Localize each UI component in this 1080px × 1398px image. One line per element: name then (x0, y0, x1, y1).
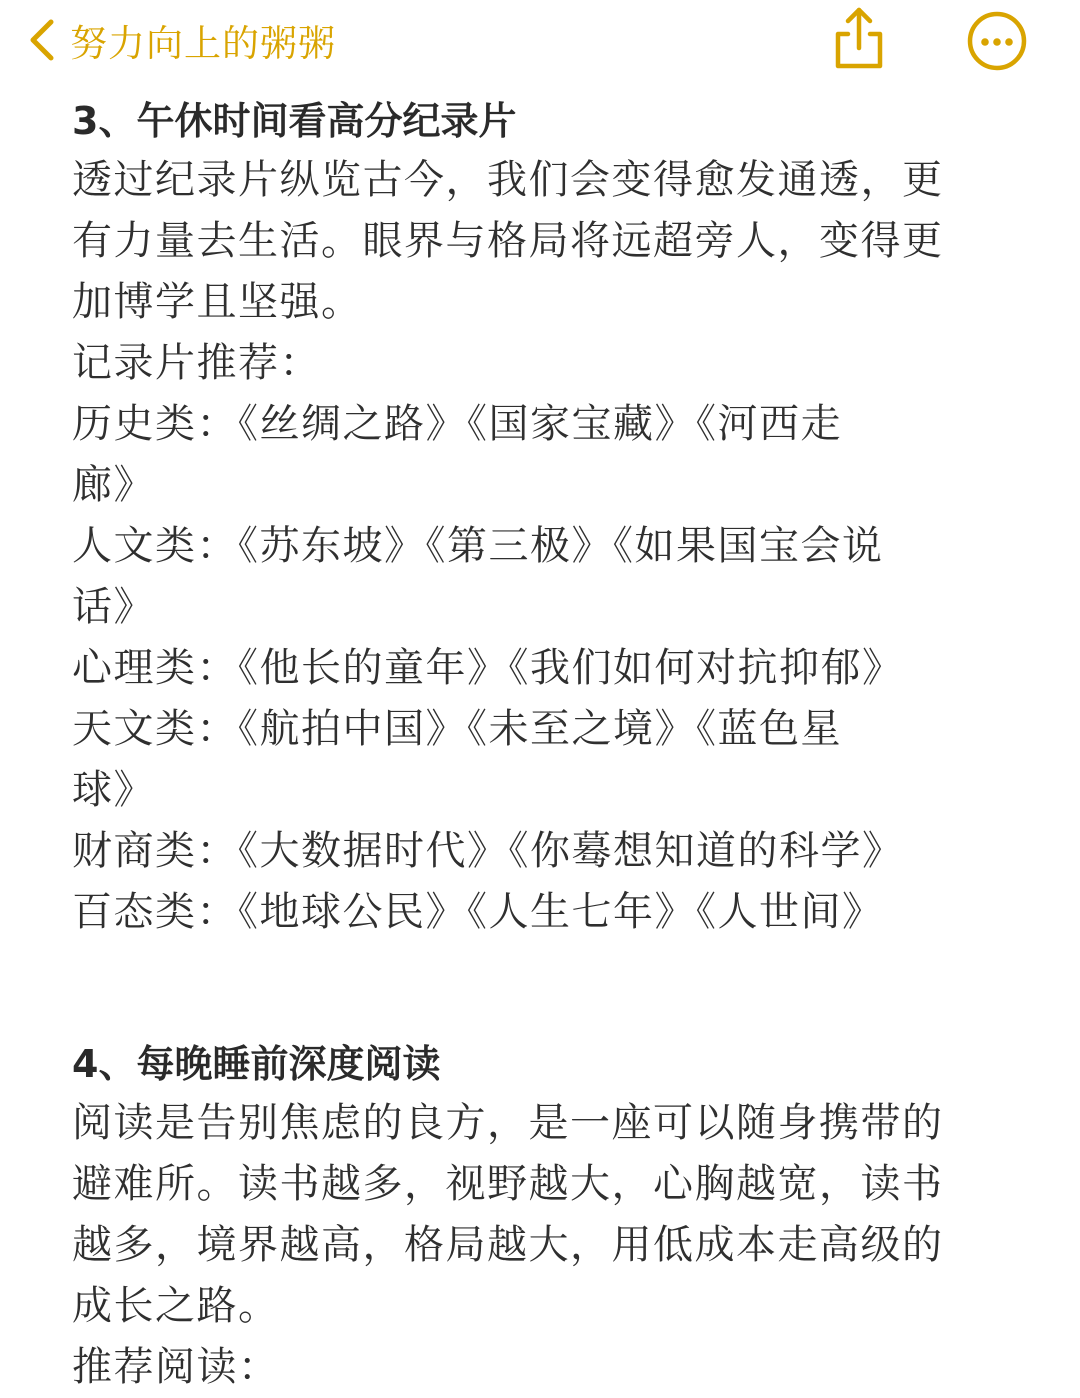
text-line: 记录片推荐： (72, 340, 321, 386)
text-line: 历史类：《丝绸之路》《国家宝藏》《河西走 (72, 401, 842, 447)
note-content[interactable] (72, 92, 1002, 1398)
text-line: 透过纪录片纵览古今，我们会变得愈发通透，更 (72, 157, 944, 203)
text-line: 百态类：《地球公民》《人生七年》《人世间》 (72, 889, 884, 935)
text-line: 人文类：《苏东坡》《第三极》《如果国宝会说 (72, 523, 884, 569)
text-line: 阅读是告别焦虑的良方，是一座可以随身携带的 (72, 1100, 944, 1146)
section-3-body (72, 150, 1002, 943)
text-line: 财商类：《大数据时代》《你蓦想知道的科学》 (72, 828, 904, 874)
share-icon (826, 2, 892, 74)
section-3-heading: 3、午休时间看高分纪录片 (72, 99, 517, 143)
paragraph-gap (72, 943, 1002, 1035)
text-line: 越多，境界越高，格局越大，用低成本走高级的 (72, 1222, 944, 1268)
more-icon (964, 8, 1030, 74)
more-button[interactable] (964, 8, 1030, 74)
text-line: 心理类：《他长的童年》《我们如何对抗抑郁》 (72, 645, 904, 691)
back-button[interactable] (26, 10, 336, 70)
text-line: 球》 (72, 767, 155, 813)
text-line: 成长之路。 (72, 1283, 280, 1329)
section-4-heading: 4、每晚睡前深度阅读 (72, 1042, 441, 1086)
text-line: 避难所。读书越多，视野越大，心胸越宽，读书 (72, 1161, 944, 1207)
text-line: 廊》 (72, 462, 155, 508)
text-line: 话》 (72, 584, 155, 630)
back-label: 努力向上的粥粥 (70, 22, 336, 65)
navigation-bar (0, 0, 1080, 84)
text-line: 推荐阅读： (72, 1344, 280, 1390)
chevron-left-icon (26, 18, 56, 62)
section-4-body (72, 1093, 1002, 1398)
text-line: 天文类：《航拍中国》《未至之境》《蓝色星 (72, 706, 842, 752)
text-line: 加博学且坚强。 (72, 279, 363, 325)
share-button[interactable] (826, 2, 892, 74)
text-line: 有力量去生活。眼界与格局将远超旁人，变得更 (72, 218, 944, 264)
